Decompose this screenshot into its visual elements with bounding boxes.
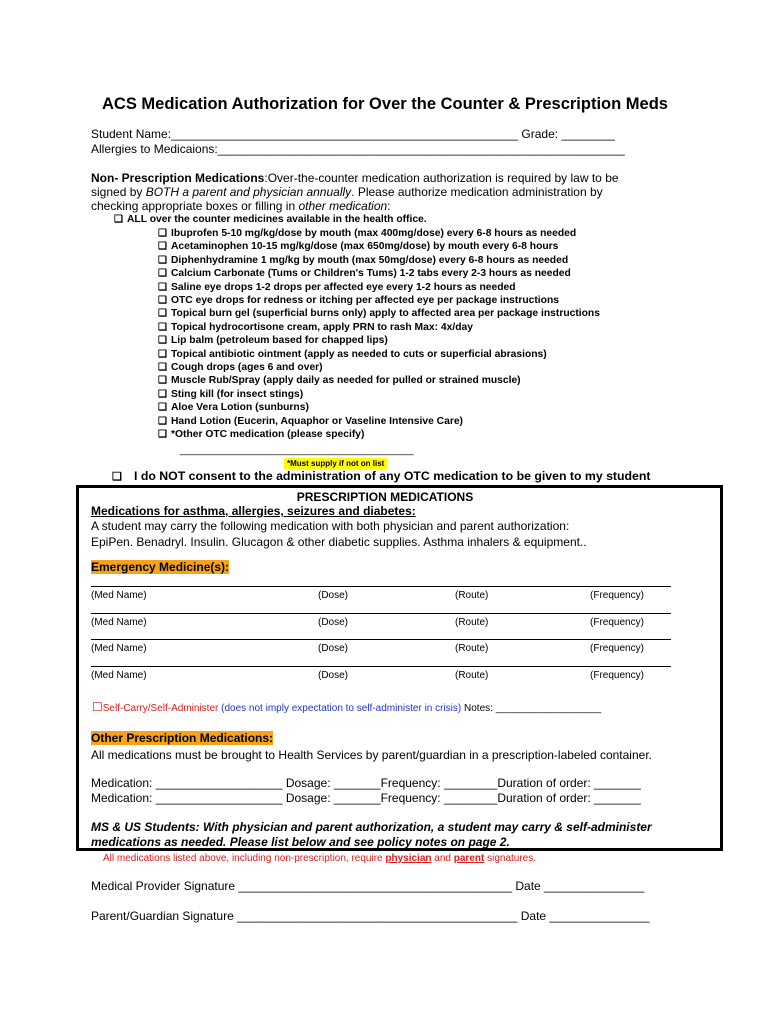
nonrx-intro-line3 — [91, 199, 391, 213]
intro-emphasis: BOTH a parent and physician annually — [145, 185, 352, 199]
otc-checkbox-row[interactable] — [158, 349, 547, 360]
student-name-field[interactable]: Student Name:____________________________________________________ Grade: ________ — [91, 127, 615, 141]
med-field-label: (Frequency) — [590, 616, 644, 628]
all-otc-checkbox-row[interactable] — [114, 214, 427, 225]
checkbox-icon[interactable]: ☐ — [92, 700, 103, 714]
checkbox-label: Ibuprofen 5-10 mg/kg/dose by mouth (max 400mg/dose) every 6-8 hours as needed — [171, 228, 577, 239]
checkbox-icon[interactable]: ❑ — [158, 429, 167, 440]
rx-heading: PRESCRIPTION MEDICATIONS — [296, 490, 474, 504]
checkbox-icon[interactable]: ❑ — [158, 281, 167, 293]
signature-note-text: All medications listed above, including non-prescription, require — [103, 853, 386, 864]
no-consent-checkbox-row[interactable] — [112, 469, 651, 483]
intro-emphasis: other medication — [298, 199, 388, 213]
rx-subheading: Medications for asthma, allergies, seizures and diabetes: — [91, 504, 416, 518]
medication-line-1[interactable]: Medication: ___________________ Dosage: _______Frequency: ________Duration of order: _______ — [91, 776, 641, 790]
med-field-label: (Route) — [455, 590, 489, 601]
checkbox-icon[interactable]: ❑ — [112, 471, 122, 483]
checkbox-label: Hand Lotion (Eucerin, Aquaphor or Vaseline Intensive Care) — [171, 415, 463, 427]
parent-signature-field[interactable]: Parent/Guardian Signature __________________________________________ Date _______________ — [91, 909, 650, 923]
med-field-label: (Route) — [455, 670, 489, 682]
med-field-label: (Dose) — [318, 643, 349, 655]
checkbox-icon[interactable]: ❑ — [158, 348, 167, 360]
must-supply-note: *Must supply if not on list — [284, 458, 387, 469]
otc-checkbox-row[interactable] — [158, 335, 388, 346]
other-rx-label-row — [91, 731, 273, 745]
otc-checkbox-row[interactable] — [158, 429, 364, 440]
otc-checkbox-row[interactable] — [158, 375, 521, 386]
med-field-label: (Route) — [455, 616, 489, 628]
signature-note-text: and — [431, 853, 454, 864]
checkbox-icon[interactable]: ❑ — [158, 402, 167, 414]
med-entry-line[interactable] — [91, 613, 671, 614]
intro-text: signed by — [91, 185, 146, 199]
med-field-label: (Frequency) — [590, 643, 644, 655]
med-entry-line[interactable] — [91, 666, 671, 667]
checkbox-icon[interactable]: ❑ — [158, 228, 167, 239]
checkbox-icon[interactable]: ❑ — [158, 268, 167, 280]
form-title: ACS Medication Authorization for Over the Counter & Prescription Meds — [102, 95, 668, 113]
checkbox-icon[interactable]: ❑ — [158, 321, 167, 333]
med-field-label: (Med Name) — [91, 616, 147, 628]
checkbox-label: Topical antibiotic ointment (apply as needed to cuts or superficial abrasions) — [171, 348, 547, 360]
signature-note-text: signatures. — [484, 853, 537, 864]
nonrx-intro-line2 — [91, 185, 603, 199]
otc-checkbox-row[interactable] — [158, 416, 463, 427]
other-otc-blank[interactable]: __________________________________________ — [180, 445, 414, 456]
med-field-label: (Dose) — [318, 616, 349, 628]
nonrx-heading: Non- Prescription Medications — [91, 171, 265, 185]
med-field-label: (Dose) — [318, 670, 349, 682]
otc-checkbox-row[interactable] — [158, 322, 473, 333]
checkbox-label: Saline eye drops 1-2 drops per affected eye every 1-2 hours as needed — [171, 281, 516, 293]
notes-field[interactable]: Notes: ___________________ — [464, 703, 602, 714]
rx-line2: EpiPen. Benadryl. Insulin. Glucagon & other diabetic supplies. Asthma inhalers & equipment.. — [91, 535, 587, 549]
emergency-label-row — [91, 560, 229, 574]
otc-checkbox-row[interactable] — [158, 402, 309, 413]
checkbox-label: Topical burn gel (superficial burns only) apply to affected area per package instructions — [171, 308, 600, 320]
med-field-label: (Med Name) — [91, 590, 147, 601]
ms-us-note-line2: medications as needed. Please list below and see policy notes on page 2. — [91, 835, 510, 849]
checkbox-label: Calcium Carbonate (Tums or Children's Tums) 1-2 tabs every 2-3 hours as needed — [171, 268, 571, 280]
otc-checkbox-row[interactable] — [158, 241, 558, 252]
otc-checkbox-row[interactable] — [158, 389, 303, 400]
checkbox-icon[interactable]: ❑ — [158, 295, 167, 306]
signature-note — [103, 853, 536, 864]
med-field-label: (Med Name) — [91, 670, 147, 682]
intro-text: : — [387, 199, 391, 213]
intro-text: . Please authorize medication administration by — [351, 185, 603, 199]
checkbox-label: Aloe Vera Lotion (sunburns) — [171, 402, 309, 414]
med-field-label: (Frequency) — [590, 670, 644, 682]
nonrx-intro-text: :Over-the-counter medication authorization is required by law to be — [264, 171, 619, 185]
checkbox-label: OTC eye drops for redness or itching per affected eye per package instructions — [171, 295, 559, 306]
self-carry-label: Self-Carry/Self-Administer — [102, 703, 219, 714]
checkbox-label: Sting kill (for insect stings) — [171, 388, 304, 400]
checkbox-icon[interactable]: ❑ — [158, 241, 167, 253]
self-carry-row[interactable] — [92, 700, 601, 714]
otc-checkbox-row[interactable] — [158, 362, 323, 373]
nonrx-intro-line1 — [91, 171, 619, 185]
med-field-label: (Dose) — [318, 590, 349, 601]
otc-checkbox-row[interactable] — [158, 308, 600, 319]
checkbox-label: Muscle Rub/Spray (apply daily as needed for pulled or strained muscle) — [171, 375, 521, 387]
otc-checkbox-row[interactable] — [158, 228, 576, 239]
otc-checkbox-row[interactable] — [158, 282, 516, 293]
rx-line1: A student may carry the following medication with both physician and parent authorization: — [91, 519, 570, 533]
med-field-label: (Med Name) — [91, 643, 147, 655]
other-rx-label: Other Prescription Medications: — [91, 731, 274, 745]
checkbox-icon[interactable]: ❑ — [158, 335, 167, 347]
self-carry-note: (does not imply expectation to self-administer in crisis) — [221, 703, 462, 714]
med-entry-line[interactable] — [91, 639, 671, 640]
checkbox-label: I do NOT consent to the administration of any OTC medication to be given to my student — [134, 469, 651, 483]
checkbox-icon[interactable]: ❑ — [158, 388, 167, 400]
parent-word: parent — [453, 853, 485, 864]
checkbox-icon[interactable]: ❑ — [158, 362, 167, 373]
other-rx-line: All medications must be brought to Health Services by parent/guardian in a prescription-labeled container. — [91, 748, 652, 762]
otc-checkbox-row[interactable] — [158, 255, 568, 266]
checkbox-label: *Other OTC medication (please specify) — [171, 429, 365, 440]
checkbox-icon[interactable]: ❑ — [114, 214, 123, 225]
checkbox-icon[interactable]: ❑ — [158, 254, 167, 266]
checkbox-label: Acetaminophen 10-15 mg/kg/dose (max 650mg/dose) by mouth every 6-8 hours — [171, 241, 559, 253]
checkbox-icon[interactable]: ❑ — [158, 308, 167, 320]
med-field-label: (Frequency) — [590, 590, 644, 601]
allergies-field[interactable]: Allergies to Medicaions:_____________________________________________________________ — [91, 142, 625, 156]
intro-text: checking appropriate boxes or filling in — [91, 199, 299, 213]
checkbox-label: Lip balm (petroleum based for chapped lips) — [171, 335, 388, 347]
med-entry-line[interactable] — [91, 586, 671, 587]
provider-signature-field[interactable]: Medical Provider Signature _________________________________________ Date _______________ — [91, 879, 645, 893]
checkbox-label: ALL over the counter medicines available in the health office. — [127, 214, 427, 225]
otc-checkbox-row[interactable] — [158, 295, 559, 306]
emergency-label: Emergency Medicine(s): — [91, 560, 230, 574]
ms-us-note-line1: MS & US Students: With physician and parent authorization, a student may carry & self-administer — [91, 820, 652, 834]
checkbox-label: Diphenhydramine 1 mg/kg by mouth (max 50mg/dose) every 6-8 hours as needed — [171, 254, 569, 266]
checkbox-label: Cough drops (ages 6 and over) — [171, 362, 323, 373]
otc-checkbox-row[interactable] — [158, 268, 571, 279]
checkbox-icon[interactable]: ❑ — [158, 375, 167, 387]
medication-line-2[interactable]: Medication: ___________________ Dosage: _______Frequency: ________Duration of order: _______ — [91, 791, 641, 805]
checkbox-label: Topical hydrocortisone cream, apply PRN to rash Max: 4x/day — [171, 321, 473, 333]
checkbox-icon[interactable]: ❑ — [158, 415, 167, 427]
med-field-label: (Route) — [455, 643, 489, 655]
physician-word: physician — [385, 853, 432, 864]
